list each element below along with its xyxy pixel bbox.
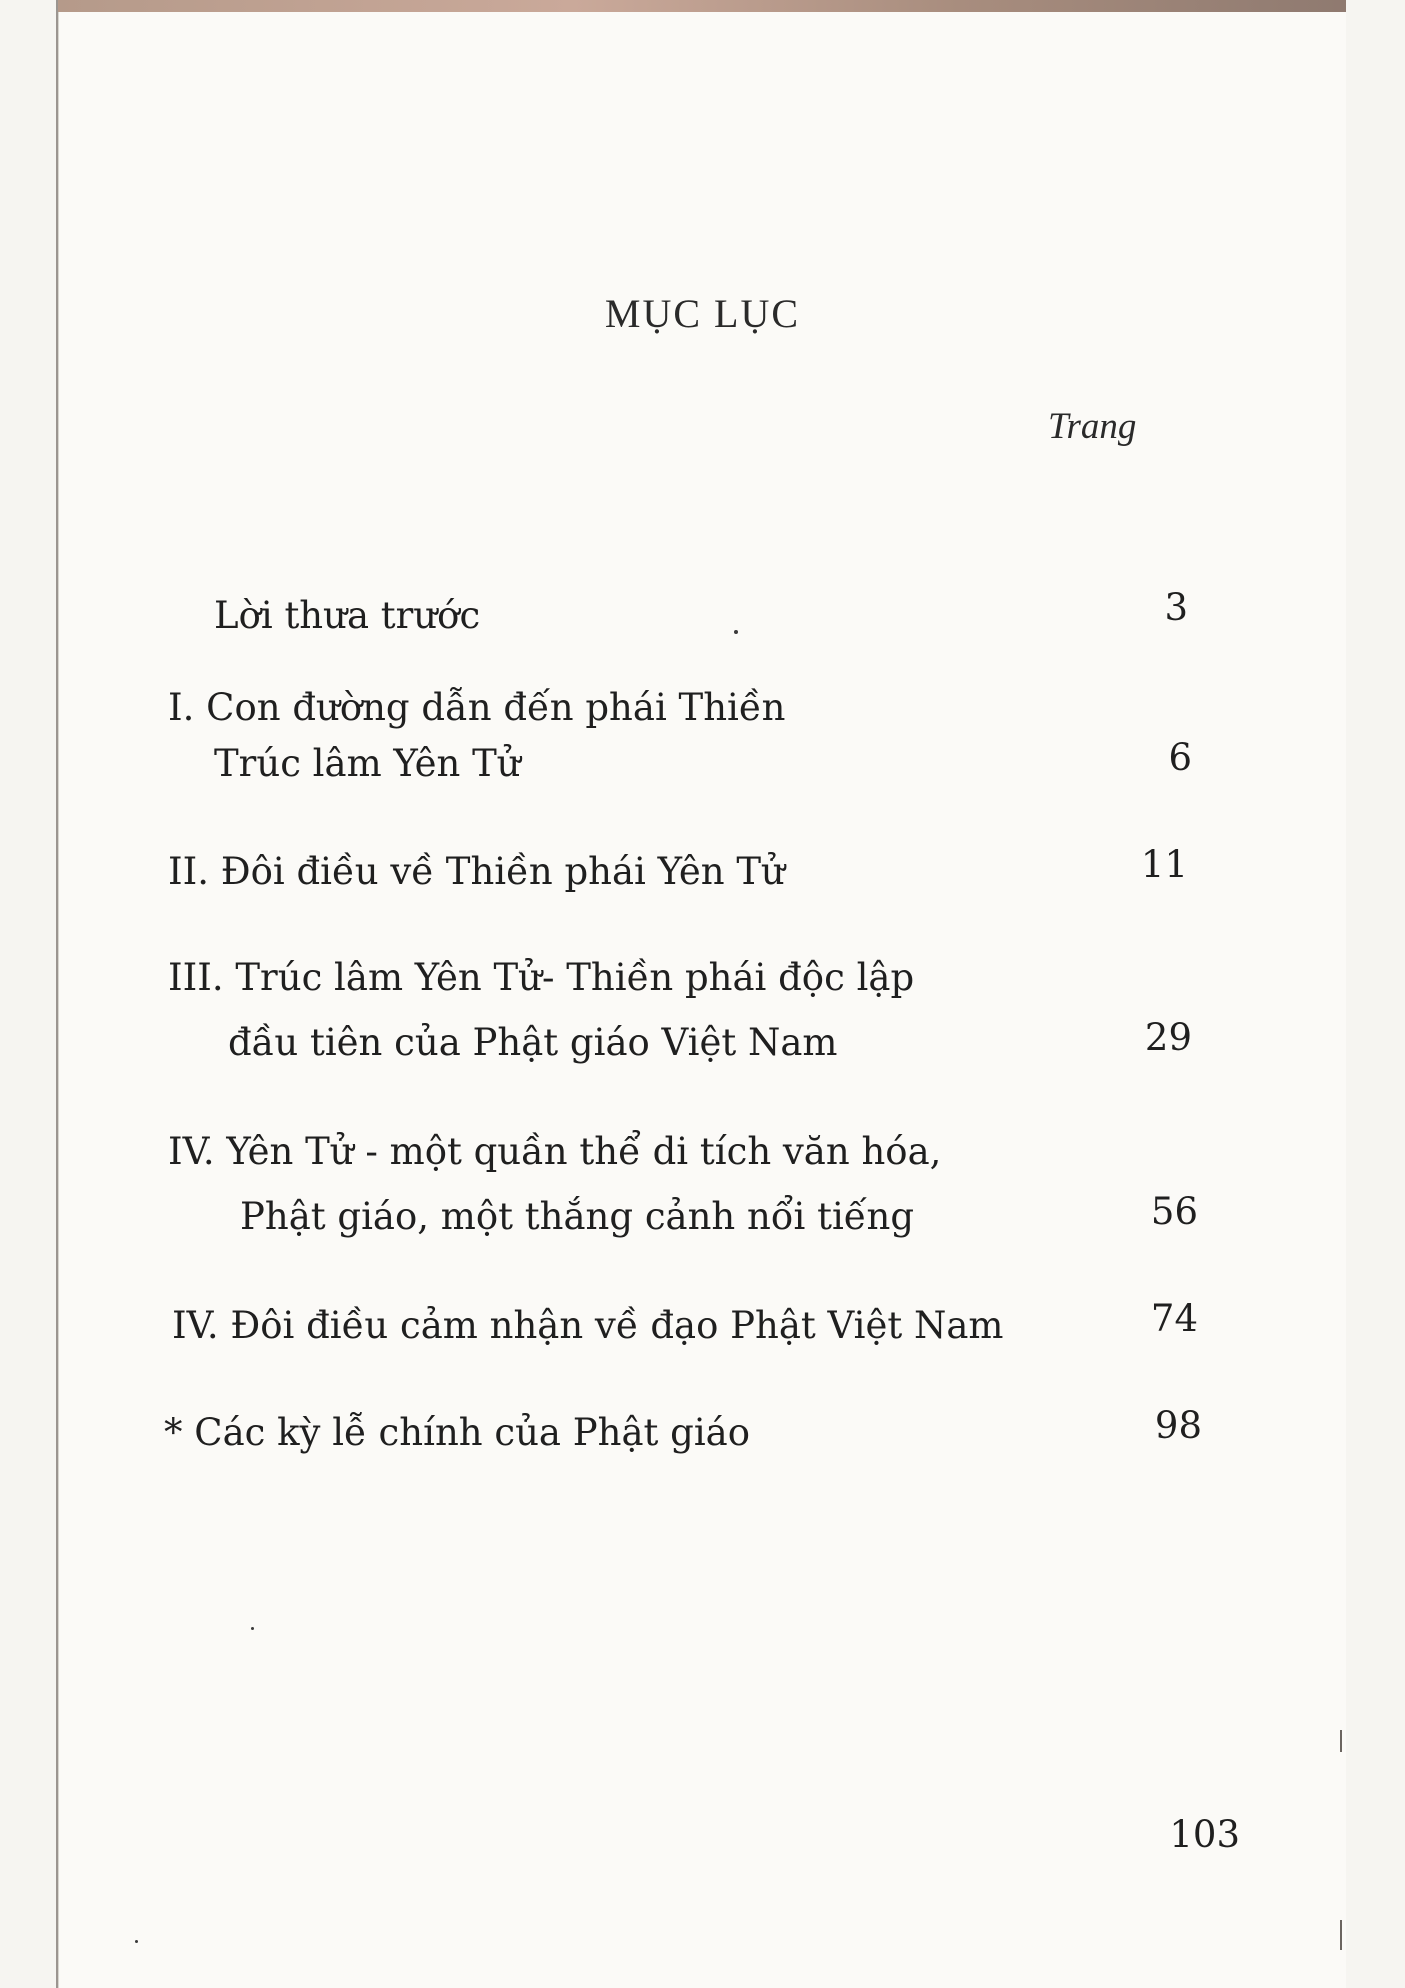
toc-entry-page: 98: [1154, 1404, 1202, 1447]
toc-entry-title-continued: Phật giáo, một thắng cảnh nổi tiếng: [240, 1195, 915, 1238]
toc-entry-page: 3: [1164, 586, 1188, 629]
toc-entry-title: II. Đôi điều về Thiền phái Yên Tử: [168, 850, 785, 893]
paper-speck: [135, 1940, 138, 1943]
toc-entry-title: I. Con đường dẫn đến phái Thiền: [168, 686, 786, 729]
toc-entry-page: 11: [1140, 843, 1188, 886]
toc-entry-title: III. Trúc lâm Yên Tử- Thiền phái độc lập: [168, 956, 915, 999]
toc-entry-title-continued: Trúc lâm Yên Tử: [214, 742, 521, 785]
paper-speck: [734, 630, 738, 634]
toc-entry-page: 6: [1168, 736, 1192, 779]
toc-entry-title-continued: đầu tiên của Phật giáo Việt Nam: [228, 1021, 838, 1064]
page-top-edge: [58, 0, 1346, 12]
page-right-mark: [1340, 1920, 1342, 1950]
toc-entry-page: 29: [1144, 1016, 1192, 1059]
page-right-mark: [1340, 1730, 1342, 1752]
toc-entry-title: Lời thưa trước: [214, 594, 481, 637]
toc-entry-page: 56: [1150, 1190, 1198, 1233]
toc-entry-title: IV. Yên Tử - một quần thể di tích văn hóa,: [168, 1130, 942, 1173]
toc-entry-title: IV. Đôi điều cảm nhận về đạo Phật Việt Nam: [172, 1304, 1004, 1347]
table-of-contents-title: MỤC LỤC: [604, 291, 801, 336]
page-column-label: Trang: [1048, 406, 1137, 447]
folio-page-number: 103: [1169, 1813, 1240, 1856]
toc-entry-title: * Các kỳ lễ chính của Phật giáo: [164, 1411, 751, 1454]
toc-entry-page: 74: [1150, 1297, 1198, 1340]
paper-speck: [251, 1627, 254, 1630]
